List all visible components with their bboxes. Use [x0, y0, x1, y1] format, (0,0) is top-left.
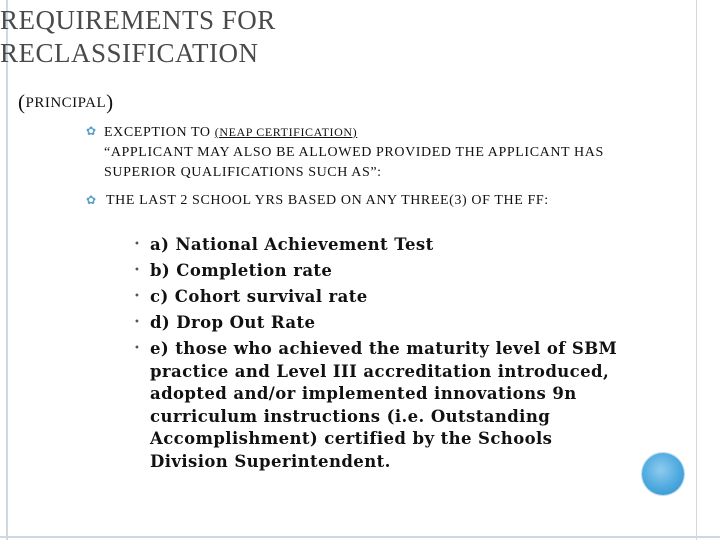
bullet-1-text: “APPLICANT MAY ALSO BE ALLOWED PROVIDED THE APPLICANT HAS SUPERIOR QUALIFICATIONS SUCH AS”:: [104, 145, 604, 180]
bullet-dot: •: [134, 265, 141, 276]
subtitle-open-paren: (: [18, 90, 26, 114]
ornament-bullet-icon: ✿: [85, 124, 97, 138]
list-item-text: e) those who achieved the maturity level of SBM practice and Level III accreditation introduced, adopted and/or implemented innovations 9n curriculum instructions (i.e. Outstanding Accomplishment) certified by the Schools Division Superintendent.: [150, 339, 618, 471]
title-line-1: REQUIREMENTS FOR: [0, 5, 276, 35]
list-item: [130, 234, 620, 257]
bullet-1-label: EXCEPTION TO: [104, 125, 211, 140]
bullet-dot: •: [134, 239, 141, 250]
bullet-dot: •: [134, 317, 141, 328]
bullet-dot: •: [134, 291, 141, 302]
list-item: [130, 260, 620, 283]
left-border-line: [6, 0, 8, 540]
list-item: [130, 286, 620, 309]
list-item-text: b) Completion rate: [150, 261, 333, 280]
slide-title: [0, 4, 276, 70]
bullet-dot: •: [134, 343, 141, 354]
sub-bullet-list: [130, 234, 620, 477]
list-item: [130, 338, 620, 473]
title-line-2: RECLASSIFICATION: [0, 38, 259, 68]
subtitle-text: PRINCIPAL: [25, 95, 107, 111]
decorative-circle: [642, 453, 684, 495]
slide-subtitle: [18, 90, 114, 115]
bottom-border-line: [0, 536, 720, 538]
bullet-item-1: [104, 122, 664, 183]
right-border-line: [696, 0, 697, 540]
list-item-text: d) Drop Out Rate: [150, 313, 316, 332]
bullet-item-2: [106, 191, 666, 211]
subtitle-close-paren: ): [106, 90, 114, 114]
list-item: [130, 312, 620, 335]
list-item-text: a) National Achievement Test: [150, 235, 434, 254]
ornament-bullet-icon: ✿: [85, 193, 97, 207]
list-item-text: c) Cohort survival rate: [150, 287, 368, 306]
bullet-2-text: THE LAST 2 SCHOOL YRS BASED ON ANY THREE(3) OF THE FF:: [106, 193, 549, 208]
bullet-1-label-small: (NEAP CERTIFICATION): [214, 125, 358, 139]
